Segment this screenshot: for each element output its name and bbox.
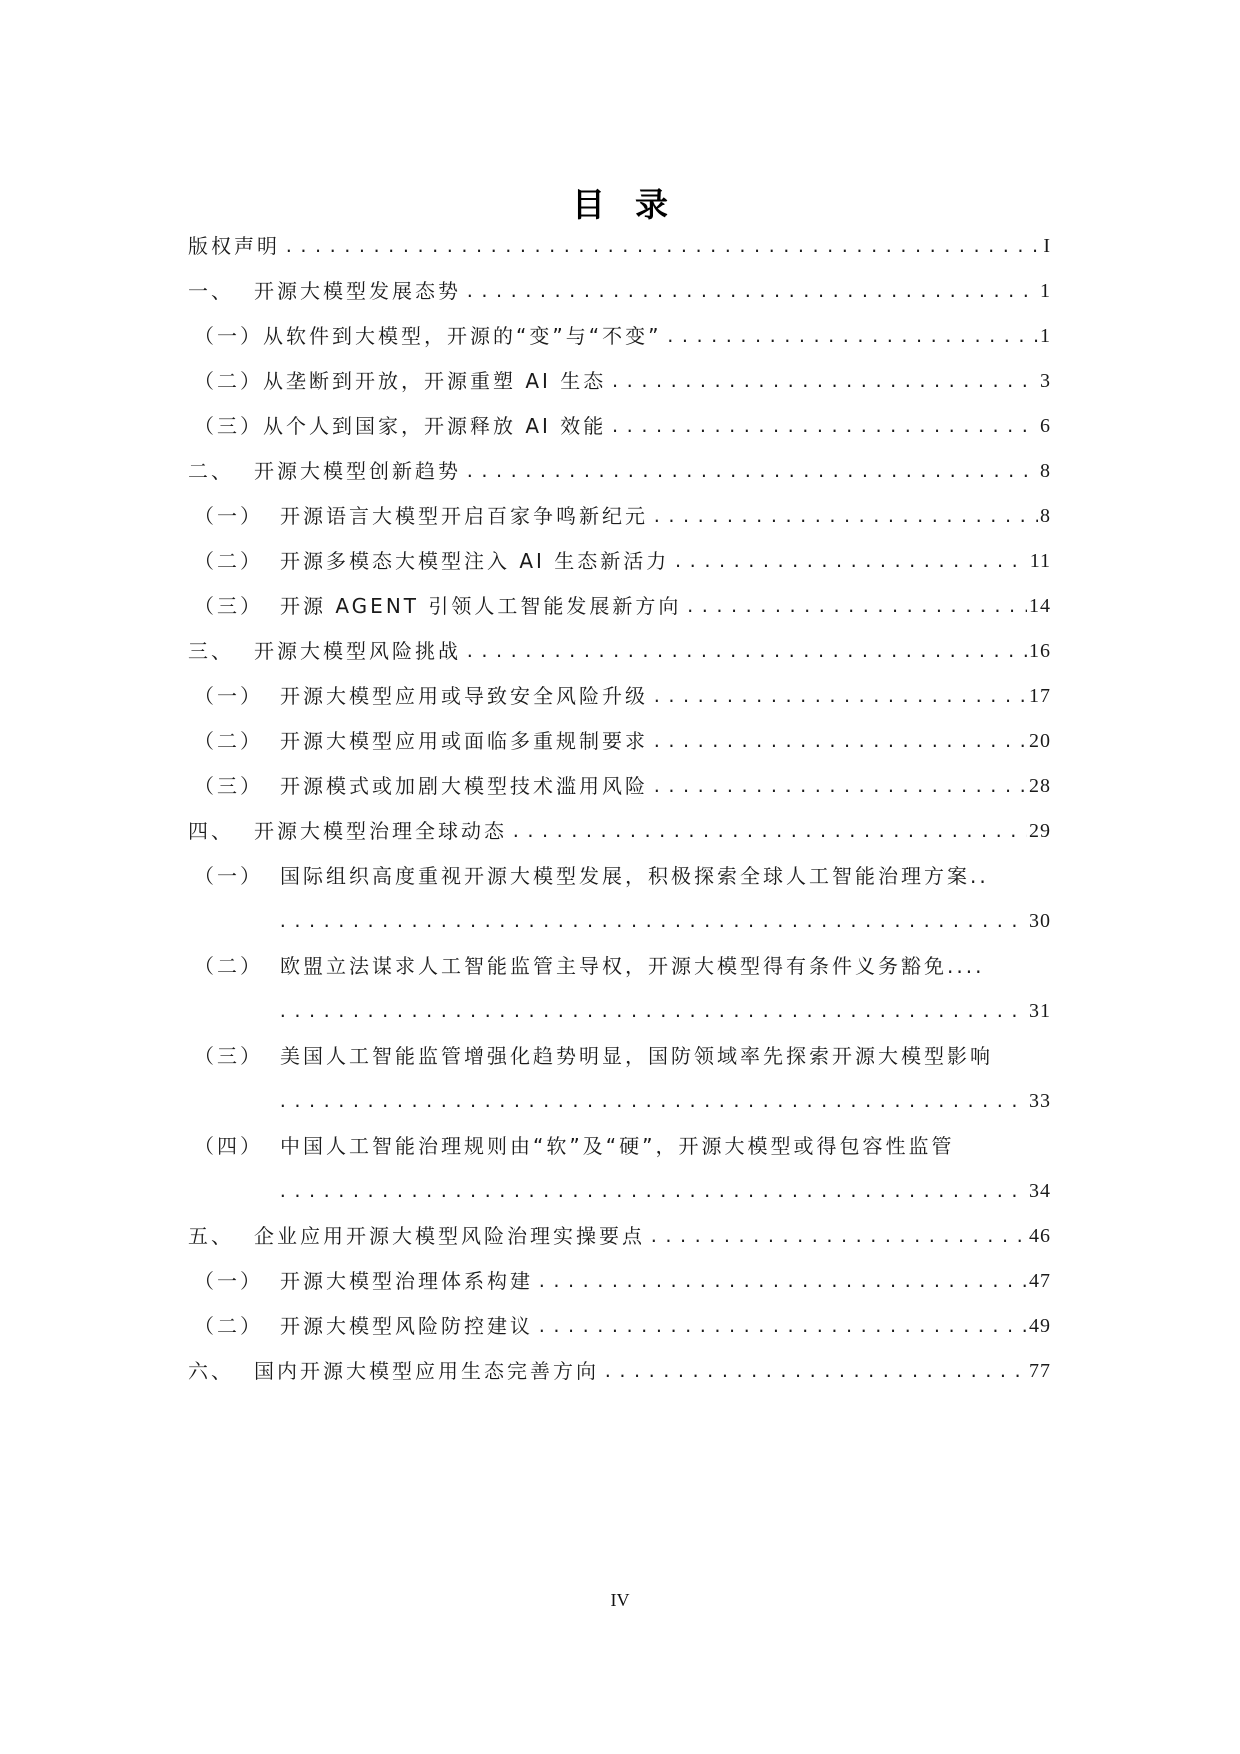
toc-entry-number: （一） [194,324,263,348]
toc-page-number: 14 [1029,595,1051,617]
toc-entry-section-2-3[interactable] [188,584,1051,629]
dot-leader [274,899,1027,944]
toc-page-number: 6 [1040,415,1051,437]
toc-page-number: 77 [1029,1360,1051,1382]
toc-entry-section-3-2[interactable] [188,719,1051,764]
toc-entry-section-4-4[interactable] [188,1124,1051,1214]
toc-page-number: 34 [1029,1180,1051,1202]
toc-entry-number: （二） [194,1314,263,1338]
toc-page-number: 33 [1029,1090,1051,1112]
toc-entry-title: 开源大模型风险防控建议 [280,1314,533,1338]
toc-entry-section-3-1[interactable] [188,674,1051,719]
toc-entry-number: （一） [194,504,263,528]
toc-entry-number: （二） [194,954,263,978]
table-of-contents [188,224,1051,1394]
toc-entry-section-1-3[interactable] [188,404,1051,449]
toc-entry-number: 二、 [188,459,234,483]
toc-entry-title: 中国人工智能治理规则由“软”及“硬”，开源大模型或得包容性监管 [280,1134,955,1158]
toc-entry-section-4-1[interactable] [188,854,1051,944]
toc-entry-number: 五、 [188,1224,234,1248]
toc-entry-section-3-3[interactable] [188,764,1051,809]
toc-entry-title: 开源大模型治理全球动态 [254,819,507,843]
dot-leader [461,269,1038,314]
toc-entry-number: （一） [194,684,263,708]
toc-page-number: 20 [1029,730,1051,752]
toc-entry-title: 国际组织高度重视开源大模型发展，积极探索全球人工智能治理方案.. [280,864,989,888]
toc-entry-title: 开源大模型风险挑战 [254,639,461,663]
toc-entry-number: （三） [194,594,263,618]
toc-page-number: 47 [1029,1270,1051,1292]
dot-leader [507,809,1027,854]
toc-entry-number: （二） [194,729,263,753]
dot-leader [606,359,1038,404]
toc-entry-number: （三） [194,774,263,798]
toc-entry-title: 开源大模型应用或面临多重规制要求 [280,729,648,753]
dot-leader [274,1169,1027,1214]
toc-entry-title: 开源大模型治理体系构建 [280,1269,533,1293]
toc-entry-section-2-2[interactable] [188,539,1051,584]
page-title: 目录 [572,185,698,225]
dot-leader [681,584,1027,629]
dot-leader [274,1079,1027,1124]
toc-entry-title: 开源模式或加剧大模型技术滥用风险 [280,774,648,798]
toc-page-number: 3 [1040,370,1051,392]
toc-page-number: I [1043,235,1051,257]
dot-leader [274,989,1027,1034]
toc-entry-number: （四） [194,1134,263,1158]
toc-entry-number: （三） [194,414,263,438]
toc-page-number: 16 [1029,640,1051,662]
toc-entry-number: （一） [194,864,263,888]
dot-leader [661,314,1038,359]
toc-entry-chapter-2[interactable] [188,449,1051,494]
toc-entry-chapter-3[interactable] [188,629,1051,674]
dot-leader [461,629,1027,674]
toc-entry-number: 四、 [188,819,234,843]
dot-leader [533,1259,1027,1304]
page-footer-number: IV [610,1590,630,1610]
toc-entry-copyright[interactable] [188,224,1051,269]
toc-page-number: 28 [1029,775,1051,797]
toc-entry-section-4-3[interactable] [188,1034,1051,1124]
toc-page-number: 29 [1029,820,1051,842]
dot-leader [648,764,1027,809]
dot-leader [461,449,1038,494]
toc-page-number: 8 [1040,505,1051,527]
dot-leader [599,1349,1027,1394]
toc-page-number: 46 [1029,1225,1051,1247]
toc-entry-title: 从个人到国家，开源释放 AI 效能 [263,414,607,438]
dot-leader [606,404,1038,449]
toc-entry-title: 开源多模态大模型注入 AI 生态新活力 [280,549,670,573]
toc-page-number: 31 [1029,1000,1051,1022]
toc-page-number: 1 [1040,280,1051,302]
toc-entry-section-1-1[interactable] [188,314,1051,359]
toc-entry-number: （一） [194,1269,263,1293]
toc-entry-title: 开源大模型发展态势 [254,279,461,303]
dot-leader [669,539,1027,584]
toc-entry-title: 企业应用开源大模型风险治理实操要点 [254,1224,645,1248]
toc-entry-number: 三、 [188,639,234,663]
dot-leader [533,1304,1027,1349]
toc-entry-section-5-1[interactable] [188,1259,1051,1304]
toc-entry-title: 国内开源大模型应用生态完善方向 [254,1359,599,1383]
toc-entry-title: 从垄断到开放，开源重塑 AI 生态 [263,369,607,393]
toc-entry-title: 版权声明 [188,234,280,258]
dot-leader [648,674,1027,719]
toc-page-number: 49 [1029,1315,1051,1337]
toc-entry-section-2-1[interactable] [188,494,1051,539]
toc-entry-title: 开源大模型应用或导致安全风险升级 [280,684,648,708]
toc-entry-title: 美国人工智能监管增强化趋势明显，国防领域率先探索开源大模型影响 [280,1044,993,1068]
toc-entry-number: 六、 [188,1359,234,1383]
toc-entry-title: 开源 AGENT 引领人工智能发展新方向 [280,594,682,618]
toc-entry-chapter-4[interactable] [188,809,1051,854]
toc-entry-number: 一、 [188,279,234,303]
toc-entry-chapter-6[interactable] [188,1349,1051,1394]
toc-entry-section-4-2[interactable] [188,944,1051,1034]
toc-page-number: 30 [1029,910,1051,932]
toc-page-number: 11 [1029,550,1051,572]
toc-page-number: 8 [1040,460,1051,482]
dot-leader [648,719,1027,764]
toc-entry-title: 开源大模型创新趋势 [254,459,461,483]
toc-entry-section-5-2[interactable] [188,1304,1051,1349]
toc-entry-number: （三） [194,1044,263,1068]
dot-leader [645,1214,1027,1259]
toc-entry-title: 开源语言大模型开启百家争鸣新纪元 [280,504,648,528]
toc-entry-number: （二） [194,369,263,393]
dot-leader [280,224,1041,269]
toc-page-number: 17 [1029,685,1051,707]
toc-entry-title: 欧盟立法谋求人工智能监管主导权，开源大模型得有条件义务豁免.... [280,954,985,978]
toc-entry-chapter-5[interactable] [188,1214,1051,1259]
toc-entry-number: （二） [194,549,263,573]
toc-entry-chapter-1[interactable] [188,269,1051,314]
toc-entry-section-1-2[interactable] [188,359,1051,404]
toc-entry-title: 从软件到大模型，开源的“变”与“不变” [263,324,662,348]
toc-page-number: 1 [1040,325,1051,347]
dot-leader [648,494,1038,539]
